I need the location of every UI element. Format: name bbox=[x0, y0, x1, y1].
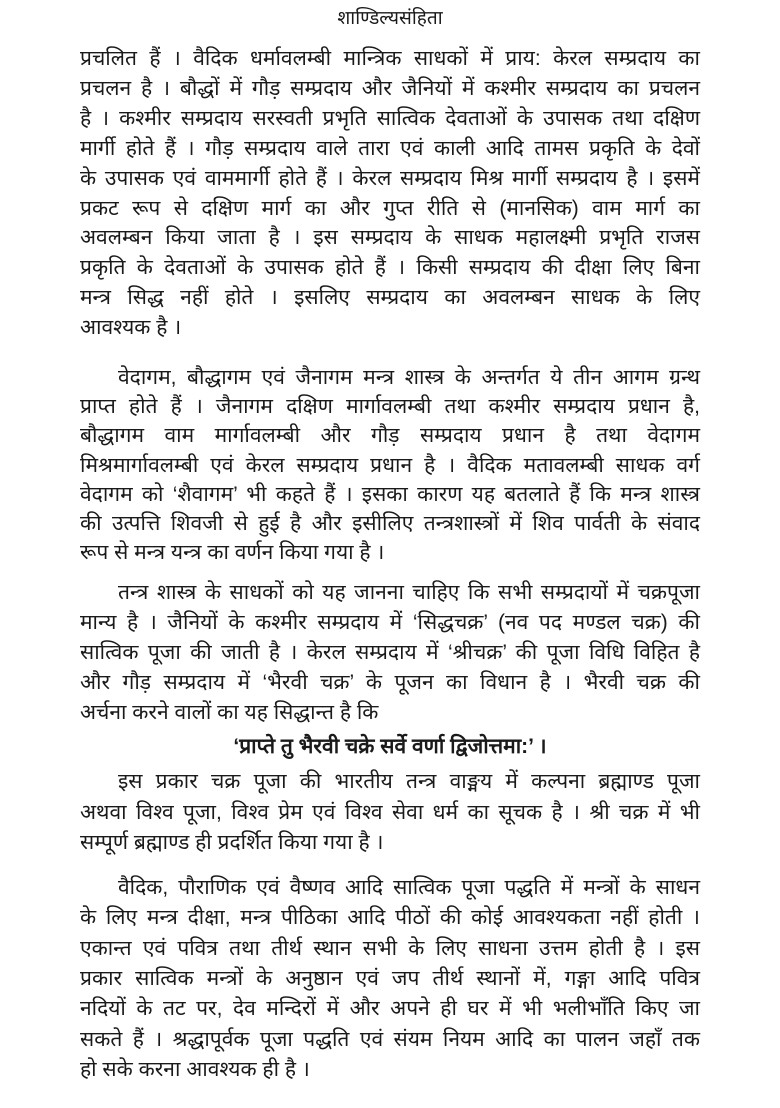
text-line: वेदागम को ‘शैवागम’ भी कहते हैं । इसका कारण यह बतलाते हैं कि मन्त्र शास्त्र bbox=[80, 482, 700, 506]
text-line: प्रचलित हैं । वैदिक धर्मावलम्बी मान्त्रिक साधकों में प्राय: केरल सम्प्रदाय का bbox=[80, 47, 700, 70]
text-line: इस प्रकार चक्र पूजा की भारतीय तन्त्र वाङ्मय में कल्पना ब्रह्माण्ड पूजा bbox=[118, 770, 700, 793]
text-line: रूप से मन्त्र यन्त्र का वर्णन किया गया है । bbox=[80, 541, 385, 565]
text-line: सात्विक पूजा की जाती है । केरल सम्प्रदाय में ‘श्रीचक्र’ की पूजा विधि विहित है bbox=[80, 641, 700, 664]
text-line: अवलम्बन किया जाता है । इस सम्प्रदाय के साधक महालक्ष्मी प्रभृति राजस bbox=[80, 226, 700, 250]
text-line: मिश्रमार्गावलम्बी एवं केरल सम्प्रदाय प्रधान है । वैदिक मतावलम्बी साधक वर्ग bbox=[80, 453, 700, 477]
text-line: है । कश्मीर सम्प्रदाय सरस्वती प्रभृति सात्विक देवताओं के उपासक तथा दक्षिण bbox=[80, 106, 700, 130]
text-line: एकान्त एवं पवित्र तथा तीर्थ स्थान सभी के लिए साधना उत्तम होती है । इस bbox=[80, 936, 700, 960]
text-line: हो सके करना आवश्यक ही है । bbox=[80, 1057, 310, 1081]
text-line: प्रचलन है । बौद्धों में गौड़ सम्प्रदाय और जैनियों में कश्मीर सम्प्रदाय का प्रचलन bbox=[80, 76, 700, 100]
text-line: और गौड़ सम्प्रदाय में ‘भैरवी चक्र’ के पूजन का विधान है । भैरवी चक्र की bbox=[80, 671, 700, 694]
text-line: अर्चना करने वालों का यह सिद्धान्त है कि bbox=[80, 701, 379, 724]
text-line: मान्य है । जैनियों के कश्मीर सम्प्रदाय में ‘सिद्धचक्र’ (नव पद मण्डल चक्र) की bbox=[80, 611, 700, 634]
text-line: प्रकृति के देवताओं के उपासक होते हैं । किसी सम्प्रदाय की दीक्षा लिए बिना bbox=[80, 256, 700, 280]
sanskrit-quote: ‘प्राप्ते तु भैरवी चक्रे सर्वे वर्णा द्विजोत्तमा:’ । bbox=[233, 735, 547, 758]
text-line: के उपासक एवं वाममार्गी होते हैं । केरल सम्प्रदाय मिश्र मार्गी सम्प्रदाय है । इसमें bbox=[80, 166, 700, 190]
text-line: वैदिक, पौराणिक एवं वैष्णव आदि सात्विक पूजा पद्धति में मन्त्रों के साधन bbox=[118, 876, 700, 899]
text-line: आवश्यक है । bbox=[80, 316, 182, 340]
text-line: सम्पूर्ण ब्रह्माण्ड ही प्रदर्शित किया गया है । bbox=[80, 831, 384, 854]
text-line: प्राप्त होते हैं । जैनागम दक्षिण मार्गावलम्बी तथा कश्मीर सम्प्रदाय प्रधान है, bbox=[80, 395, 700, 419]
text-line: सकते हैं । श्रद्धापूर्वक पूजा पद्धति एवं संयम नियम आदि का पालन जहाँ तक bbox=[80, 1027, 700, 1051]
text-line: मन्त्र सिद्ध नहीं होते । इसलिए सम्प्रदाय का अवलम्बन साधक के लिए bbox=[80, 286, 700, 310]
text-line: अथवा विश्व पूजा, विश्व प्रेम एवं विश्व सेवा धर्म का सूचक है । श्री चक्र में भी bbox=[80, 800, 700, 824]
text-line: की उत्पत्ति शिवजी से हुई है और इसीलिए तन्त्रशास्त्रों में शिव पार्वती के संवाद bbox=[80, 512, 700, 535]
text-line: वेदागम, बौद्धागम एवं जैनागम मन्त्र शास्त्र के अन्तर्गत ये तीन आगम ग्रन्थ bbox=[118, 366, 700, 389]
page-header-title: शाण्डिल्यसंहिता bbox=[337, 8, 443, 29]
text-line: तन्त्र शास्त्र के साधकों को यह जानना चाहिए कि सभी सम्प्रदायों में चक्रपूजा bbox=[118, 581, 700, 604]
text-line: प्रकट रूप से दक्षिण मार्ग का और गुप्त रीति से (मानसिक) वाम मार्ग का bbox=[80, 196, 700, 220]
text-line: प्रकार सात्विक मन्त्रों के अनुष्ठान एवं जप तीर्थ स्थानों में, गङ्गा आदि पवित्र bbox=[80, 966, 700, 990]
text-line: मार्गी होते हैं । गौड़ सम्प्रदाय वाले तारा एवं काली आदि तामस प्रकृति के देवों bbox=[80, 136, 700, 160]
text-line: बौद्धागम वाम मार्गावलम्बी और गौड़ सम्प्रदाय प्रधान है तथा वेदागम bbox=[80, 424, 700, 448]
text-line: के लिए मन्त्र दीक्षा, मन्त्र पीठिका आदि पीठों की कोई आवश्यकता नहीं होती । bbox=[80, 906, 700, 930]
text-line: नदियों के तट पर, देव मन्दिरों में और अपने ही घर में भी भलीभाँति किए जा bbox=[80, 997, 700, 1021]
